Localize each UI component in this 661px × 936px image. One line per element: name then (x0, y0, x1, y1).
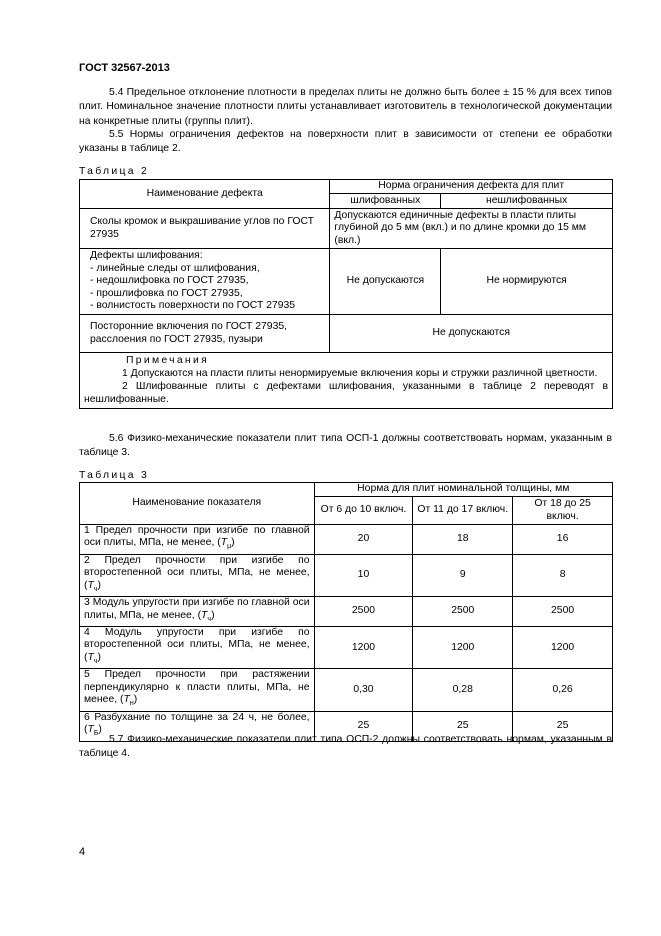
t3-row4-value-2: 1200 (413, 627, 513, 669)
t3-row6-value-1: 25 (314, 711, 413, 741)
t3-row6-value-3: 25 (513, 711, 613, 741)
t3-row4-value-1: 1200 (314, 627, 413, 669)
paragraph-5-7: 5.7 Физико-механические показатели плит типа ОСП-2 должны соответствовать нормам, указанным в таблице 4. (79, 734, 612, 760)
t3-row2-value-1: 10 (314, 554, 413, 596)
t3-row6-value-2: 25 (413, 711, 513, 741)
t3-row6-name: 6 Разбухание по толщине за 24 ч, не более, $(T_Б)$ (80, 711, 315, 741)
t3-header-name: Наименование показателя (80, 483, 315, 525)
t3-row5-value-2: 0,28 (413, 669, 513, 711)
t2-row2-item: - недошлифовка по ГОСТ 27935, (90, 275, 249, 287)
t2-row1-name: Сколы кромок и выкрашивание углов по ГОСТ 27935 (80, 209, 330, 249)
table-2 (79, 179, 613, 409)
paragraph-5-4: 5.4 Предельное отклонение плотности в пределах плиты не должно быть более ± 15 % для всех типов плит. Номинальное значение плотности плиты устанавливает изготовитель в технологической документации на конкретные плиты (группы плит). (79, 87, 612, 127)
t2-row2-sanded: Не допускаются (330, 249, 441, 315)
t2-row1-value: Допускаются единичные дефекты в пласти плиты глубиной до 5 мм (вкл.) и по длине кромки до 15 мм (вкл.) (330, 209, 613, 249)
t2-row2-title: Дефекты шлифования: (90, 250, 203, 262)
t2-row3-name: Посторонние включения по ГОСТ 27935, расслоения по ГОСТ 27935, пузыри (80, 315, 330, 353)
t3-row1-name: 1 Предел прочности при изгибе по главной оси плиты, МПа, не менее, $(T_\mu)$ (80, 525, 315, 555)
t3-row5-value-1: 0,30 (314, 669, 413, 711)
t2-row2-unsanded: Не нормируются (441, 249, 613, 315)
t3-row2-name: 2 Предел прочности при изгибе по второстепенной оси плиты, МПа, не менее, $(T_ч)$ (80, 554, 315, 596)
t3-row4-value-3: 1200 (513, 627, 613, 669)
t3-row5-value-3: 0,26 (513, 669, 613, 711)
t3-row2-value-3: 8 (513, 554, 613, 596)
table-2-caption: Таблица 2 (79, 166, 150, 177)
t3-row4-name: 4 Модуль упругости при изгибе по второстепенной оси плиты, МПа, не менее, $(T_ч)$ (80, 627, 315, 669)
t3-row5-name: 5 Предел прочности при растяжении перпендикулярно к пласти плиты, МПа, не менее, $(T_н)$ (80, 669, 315, 711)
t2-note-1: 1 Допускаются на пласти плиты ненормируемые включения коры и стружки различной цветности. (122, 368, 598, 380)
t3-header-norm: Норма для плит номинальной толщины, мм (314, 483, 612, 497)
t3-row1-value-2: 18 (413, 525, 513, 555)
t2-row2-name (80, 249, 330, 315)
t3-row3-name: 3 Модуль упругости при изгибе по главной оси плиты, МПа, не менее, $(T_ч)$ (80, 597, 315, 627)
t3-header-thickness-1: От 6 до 10 включ. (314, 497, 413, 525)
t2-notes-title: Примечания (126, 355, 209, 366)
t2-note-2: 2 Шлифованные плиты с дефектами шлифования, указанными в таблице 2 переводят в нешлифованные. (84, 381, 608, 406)
t2-row2-item: - волнистость поверхности по ГОСТ 27935 (90, 300, 296, 312)
t3-row3-value-1: 2500 (314, 597, 413, 627)
paragraph-5-5: 5.5 Нормы ограничения дефектов на поверхности плит в зависимости от степени ее обработки указаны в таблице 2. (79, 129, 612, 155)
table-3-caption: Таблица 3 (79, 470, 150, 481)
page-number: 4 (79, 846, 86, 858)
t3-row1-value-3: 16 (513, 525, 613, 555)
t2-header-norm: Норма ограничения дефекта для плит (330, 180, 613, 194)
t2-row3-value: Не допускаются (330, 315, 613, 353)
t2-header-unsanded: нешлифованных (441, 194, 613, 209)
t3-header-thickness-3: От 18 до 25 включ. (513, 497, 613, 525)
t3-row1-value-1: 20 (314, 525, 413, 555)
t2-notes (80, 353, 613, 409)
table-3 (79, 482, 613, 742)
t2-row2-item: - линейные следы от шлифования, (90, 262, 260, 274)
t2-header-sanded: шлифованных (330, 194, 441, 209)
document-header: ГОСТ 32567-2013 (79, 62, 170, 74)
paragraph-5-6: 5.6 Физико-механические показатели плит типа ОСП-1 должны соответствовать нормам, указанным в таблице 3. (79, 433, 612, 459)
t2-row2-item: - прошлифовка по ГОСТ 27935, (90, 287, 243, 299)
t3-row3-value-2: 2500 (413, 597, 513, 627)
t3-row3-value-3: 2500 (513, 597, 613, 627)
t3-row2-value-2: 9 (413, 554, 513, 596)
t2-header-name: Наименование дефекта (80, 180, 330, 209)
t3-header-thickness-2: От 11 до 17 включ. (413, 497, 513, 525)
